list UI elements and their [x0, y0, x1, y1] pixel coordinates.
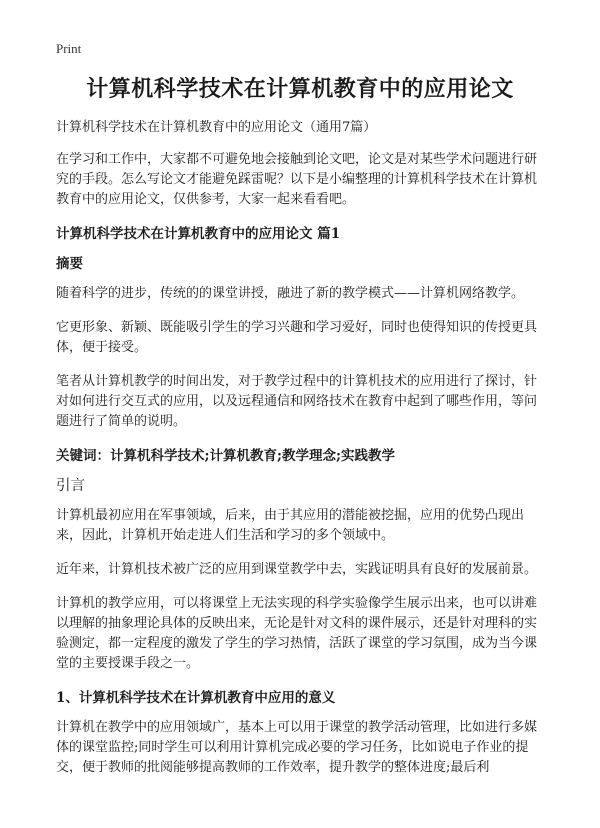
point1-paragraph-1: 计算机在教学中的应用领域广，基本上可以用于课堂的教学活动管理，比如进行多媒体的课堂监控;同时学生可以利用计算机完成必要的学习任务，比如说电子作业的提交，便于教师的批阅能够提高教师的工作效率，提升教学的整体进度;最后利 [56, 720, 538, 775]
intro-body-paragraph-2: 近年来，计算机技术被广泛的应用到课堂教学中去，实践证明具有良好的发展前景。 [56, 562, 538, 577]
intro-paragraph: 在学习和工作中，大家都不可避免地会接触到论文吧，论文是对某些学术问题进行研究的手段。怎么写论文才能避免踩雷呢？以下是小编整理的计算机科学技术在计算机教育中的应用论文，仅供参考，大家一起来看看吧。 [56, 152, 538, 207]
intro-heading: 引言 [56, 478, 85, 494]
abstract-paragraph-1: 随着科学的进步，传统的的课堂讲授，融进了新的教学模式——计算机网络教学。 [56, 286, 525, 301]
abstract-paragraph-3: 笔者从计算机教学的时间出发，对于教学过程中的计算机技术的应用进行了探讨，针对如何进行交互式的应用，以及远程通信和网络技术在教育中起到了哪些作用，等问题进行了简单的说明。 [56, 374, 538, 429]
abstract-heading: 摘要 [56, 256, 83, 272]
doc-subtitle: 计算机科学技术在计算机教育中的应用论文（通用7篇） [56, 120, 377, 135]
page-title: 计算机科学技术在计算机教育中的应用论文 [86, 76, 514, 102]
point1-heading: 1、计算机科学技术在计算机教育中应用的意义 [56, 690, 336, 706]
print-link[interactable]: Print [56, 41, 82, 56]
intro-body-paragraph-1: 计算机最初应用在军事领域，后来，由于其应用的潜能被挖掘，应用的优势凸现出来，因此，计算机开始走进人们生活和学习的多个领域中。 [56, 508, 525, 543]
abstract-paragraph-2: 它更形象、新颖、既能吸引学生的学习兴趣和学习爱好，同时也使得知识的传授更具体，便于接受。 [56, 320, 538, 355]
intro-body-paragraph-3: 计算机的教学应用，可以将课堂上无法实现的科学实验像学生展示出来，也可以讲难以理解的抽象理论具体的反映出来，无论是针对文科的课件展示，还是针对理科的实验测定，都一定程度的激发了学生的学习热情，活跃了课堂的学习氛围，成为当今课堂的主要授课手段之一。 [56, 596, 538, 671]
section1-heading: 计算机科学技术在计算机教育中的应用论文 篇1 [56, 226, 341, 242]
keywords: 关键词：计算机科学技术;计算机教育;教学理念;实践教学 [56, 448, 395, 464]
